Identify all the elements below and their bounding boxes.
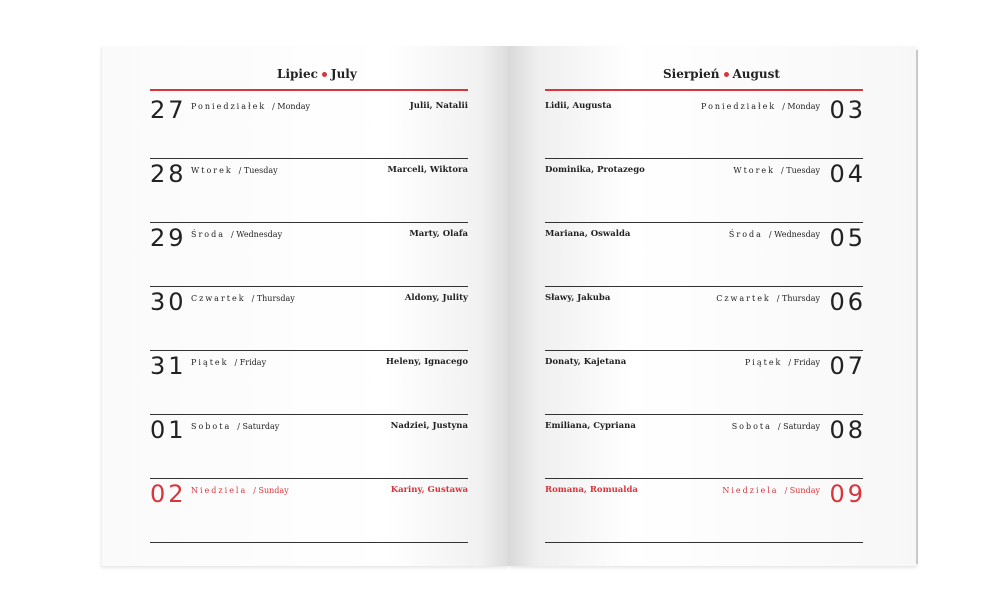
name-day: Julii, Natalii bbox=[409, 101, 468, 111]
day-number: 09 bbox=[829, 480, 866, 508]
day-name bbox=[191, 487, 289, 495]
month-header bbox=[663, 67, 780, 81]
day-name-pl: Czwartek bbox=[716, 294, 771, 303]
day-row bbox=[545, 160, 866, 224]
day-name-pl: Środa bbox=[728, 230, 763, 239]
day-name bbox=[722, 487, 820, 495]
day-row bbox=[545, 416, 866, 480]
name-day: Mariana, Oswalda bbox=[545, 229, 631, 239]
day-name-en: / Friday bbox=[234, 358, 267, 367]
writing-line bbox=[545, 286, 863, 287]
day-name-pl: Czwartek bbox=[191, 294, 246, 303]
day-name-pl: Piątek bbox=[744, 358, 783, 367]
day-name-pl: Poniedziałek bbox=[191, 102, 267, 111]
month-header bbox=[277, 67, 357, 81]
writing-line bbox=[150, 286, 468, 287]
name-day: Donaty, Kajetana bbox=[545, 357, 627, 367]
left-page bbox=[102, 46, 509, 566]
day-row bbox=[150, 416, 468, 480]
writing-line bbox=[545, 158, 863, 159]
day-row bbox=[150, 288, 468, 352]
day-number: 01 bbox=[150, 416, 187, 444]
writing-line bbox=[150, 478, 468, 479]
day-name bbox=[191, 423, 279, 431]
day-name-en: / Monday bbox=[782, 102, 820, 111]
day-name bbox=[729, 231, 820, 239]
day-name bbox=[732, 423, 820, 431]
day-name bbox=[191, 359, 266, 367]
writing-line bbox=[545, 542, 863, 543]
day-number: 27 bbox=[150, 96, 187, 124]
day-number: 02 bbox=[150, 480, 187, 508]
day-row-sunday bbox=[545, 480, 866, 544]
day-row bbox=[545, 96, 866, 160]
writing-line bbox=[545, 414, 863, 415]
day-number: 08 bbox=[829, 416, 866, 444]
day-number: 04 bbox=[829, 160, 866, 188]
day-row bbox=[545, 224, 866, 288]
planner-spread bbox=[102, 46, 916, 566]
day-name-en: / Monday bbox=[272, 102, 310, 111]
name-day: Sławy, Jakuba bbox=[545, 293, 611, 303]
writing-line bbox=[150, 414, 468, 415]
day-name-en: / Saturday bbox=[237, 422, 280, 431]
day-number: 31 bbox=[150, 352, 187, 380]
day-name-en: / Sunday bbox=[784, 486, 820, 495]
day-row bbox=[150, 160, 468, 224]
bullet-icon bbox=[322, 72, 327, 77]
day-name-pl: Wtorek bbox=[733, 166, 776, 175]
month-name-en: July bbox=[330, 67, 357, 81]
day-name bbox=[745, 359, 820, 367]
name-day: Romana, Romualda bbox=[545, 485, 638, 495]
day-number: 06 bbox=[829, 288, 866, 316]
writing-line bbox=[150, 542, 468, 543]
day-number: 30 bbox=[150, 288, 187, 316]
day-name-pl: Sobota bbox=[731, 422, 772, 431]
day-name-en: / Thursday bbox=[776, 294, 820, 303]
header-rule bbox=[150, 89, 468, 91]
day-number: 07 bbox=[829, 352, 866, 380]
name-day: Aldony, Julity bbox=[404, 293, 468, 303]
writing-line bbox=[545, 478, 863, 479]
day-row bbox=[150, 224, 468, 288]
day-name-en: / Wednesday bbox=[768, 230, 820, 239]
day-name-en: / Friday bbox=[788, 358, 820, 367]
name-day: Emiliana, Cypriana bbox=[545, 421, 636, 431]
day-number: 29 bbox=[150, 224, 187, 252]
day-name-pl: Piątek bbox=[191, 358, 229, 367]
writing-line bbox=[545, 350, 863, 351]
day-name bbox=[716, 295, 820, 303]
right-page bbox=[509, 46, 916, 566]
day-number: 28 bbox=[150, 160, 187, 188]
day-name-pl: Środa bbox=[191, 230, 226, 239]
day-name-en: / Wednesday bbox=[231, 230, 283, 239]
writing-line bbox=[150, 158, 468, 159]
month-name-en: August bbox=[732, 67, 780, 81]
writing-line bbox=[150, 222, 468, 223]
day-name-en: / Sunday bbox=[253, 486, 289, 495]
day-name-en: / Tuesday bbox=[781, 166, 820, 175]
name-day: Marceli, Wiktora bbox=[387, 165, 468, 175]
bullet-icon bbox=[724, 72, 729, 77]
day-name-pl: Poniedziałek bbox=[701, 102, 777, 111]
name-day: Lidii, Augusta bbox=[545, 101, 612, 111]
day-name bbox=[191, 295, 295, 303]
month-name-pl: Sierpień bbox=[663, 67, 720, 81]
day-name bbox=[701, 103, 820, 111]
name-day: Kariny, Gustawa bbox=[390, 485, 468, 495]
day-name-pl: Wtorek bbox=[191, 166, 233, 175]
day-name-en: / Thursday bbox=[251, 294, 295, 303]
day-name bbox=[191, 103, 310, 111]
day-name-en: / Tuesday bbox=[238, 166, 278, 175]
day-name bbox=[191, 231, 282, 239]
writing-line bbox=[150, 350, 468, 351]
day-name bbox=[733, 167, 820, 175]
day-name bbox=[191, 167, 278, 175]
day-name-pl: Sobota bbox=[191, 422, 232, 431]
day-row bbox=[545, 352, 866, 416]
month-name-pl: Lipiec bbox=[277, 67, 318, 81]
name-day: Heleny, Ignacego bbox=[385, 357, 468, 367]
writing-line bbox=[545, 222, 863, 223]
day-row bbox=[150, 352, 468, 416]
header-rule bbox=[545, 89, 863, 91]
day-name-en: / Saturday bbox=[777, 422, 820, 431]
day-name-pl: Niedziela bbox=[191, 486, 248, 495]
day-number: 03 bbox=[829, 96, 866, 124]
day-name-pl: Niedziela bbox=[722, 486, 779, 495]
day-row bbox=[545, 288, 866, 352]
day-number: 05 bbox=[829, 224, 866, 252]
name-day: Marty, Olafa bbox=[409, 229, 468, 239]
name-day: Dominika, Protazego bbox=[545, 165, 645, 175]
day-row-sunday bbox=[150, 480, 468, 544]
name-day: Nadziei, Justyna bbox=[390, 421, 468, 431]
day-row bbox=[150, 96, 468, 160]
